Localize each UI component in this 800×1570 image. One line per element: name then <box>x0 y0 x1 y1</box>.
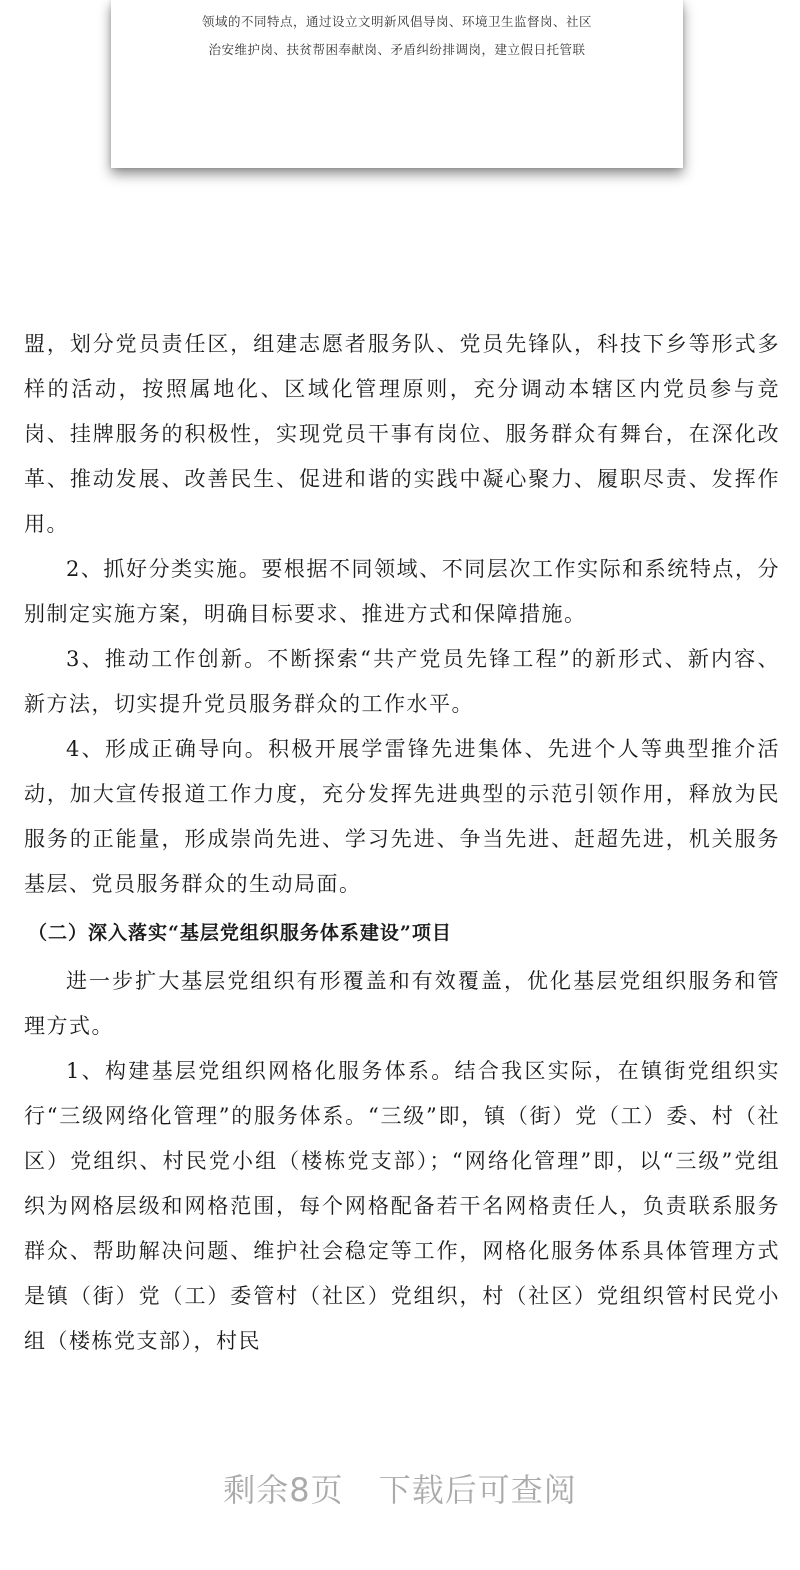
paragraph-item-3: 3、推动工作创新。不断探索“共产党员先锋工程”的新形式、新内容、新方法，切实提升党员服务群众的工作水平。 <box>24 647 780 716</box>
download-to-read-more-button[interactable] <box>0 1465 800 1511</box>
paragraph-continuation: 盟，划分党员责任区，组建志愿者服务队、党员先锋队，科技下乡等形式多样的活动，按照属地化、区域化管理原则，充分调动本辖区内党员参与竞岗、挂牌服务的积极性，实现党员干事有岗位、服务群众有舞台，在深化改革、推动发展、改善民生、促进和谐的实践中凝心聚力、履职尽责、发挥作用。 <box>24 332 780 536</box>
section-heading: （二）深入落实“基层党组织服务体系建设”项目 <box>28 922 452 944</box>
paragraph-intro: 进一步扩大基层党组织有形覆盖和有效覆盖，优化基层党组织服务和管理方式。 <box>24 969 780 1038</box>
download-label: 下载后可查阅 <box>378 1471 577 1509</box>
preview-text-line: 治安维护岗、扶贫帮困奉献岗、矛盾纠纷排调岗，建立假日托管联 <box>208 42 586 57</box>
paragraph-item-2: 2、抓好分类实施。要根据不同领域、不同层次工作实际和系统特点，分别制定实施方案，明确目标要求、推进方式和保障措施。 <box>24 557 780 626</box>
document-body <box>24 322 780 1364</box>
paragraph-item-1: 1、构建基层党组织网格化服务体系。结合我区实际，在镇街党组织实行“三级网络化管理”的服务体系。“三级”即，镇（街）党（工）委、村（社区）党组织、村民党小组（楼栋党支部）；“网络化管理”即，以“三级”党组织为网格层级和网格范围，每个网格配备若干名网格责任人，负责联系服务群众、帮助解决问题、维护社会稳定等工作，网格化服务体系具体管理方式是镇（街）党（工）委管村（社区）党组织，村（社区）党组织管村民党小组（楼栋党支部），村民 <box>24 1059 780 1353</box>
paragraph-item-4: 4、形成正确导向。积极开展学雷锋先进集体、先进个人等典型推介活动，加大宣传报道工作力度，充分发挥先进典型的示范引领作用，释放为民服务的正能量，形成崇尚先进、学习先进、争当先进、赶超先进，机关服务基层、党员服务群众的生动局面。 <box>24 737 780 896</box>
document-page-preview <box>111 0 683 168</box>
remaining-pages-label: 剩余8页 <box>223 1471 344 1509</box>
preview-text-line: 领域的不同特点，通过设立文明新风倡导岗、环境卫生监督岗、社区 <box>201 14 592 29</box>
